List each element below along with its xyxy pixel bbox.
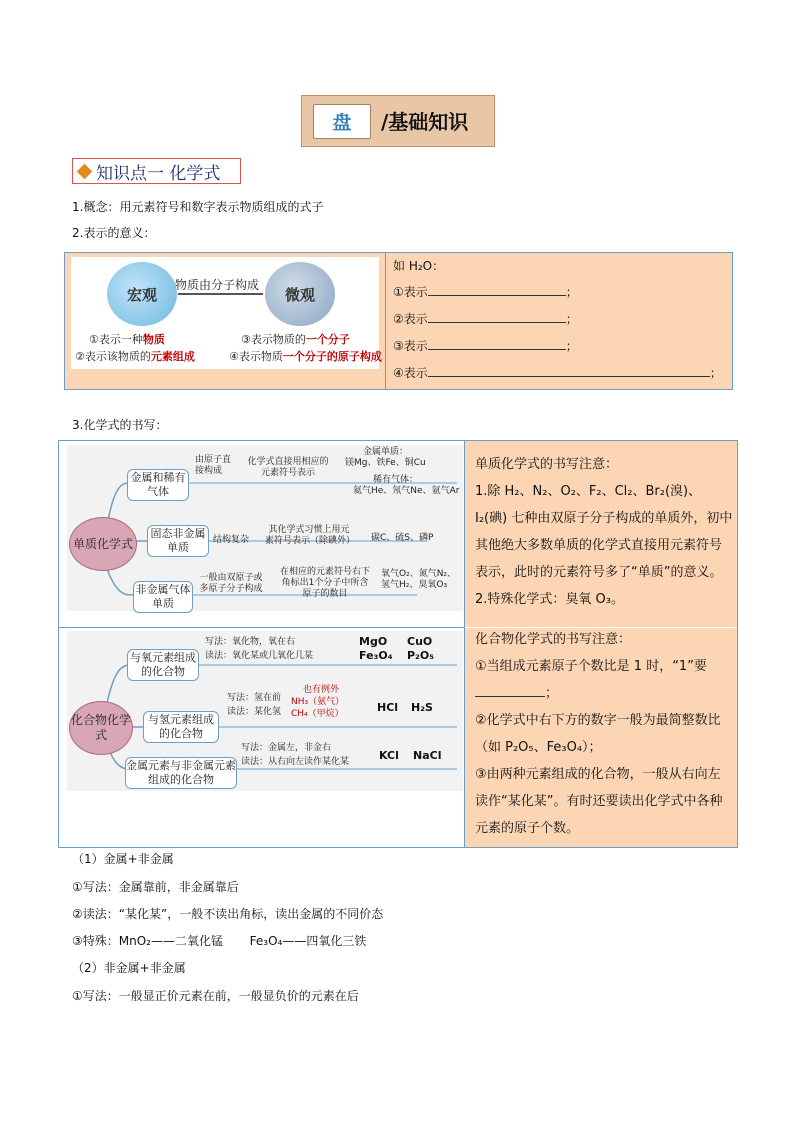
branch1-ex-title2: 稀有气体： bbox=[373, 475, 419, 485]
branch2-desc1: 结构复杂 bbox=[213, 535, 250, 545]
compound-branch-metal-nonmetal: 金属元素与非金属元素组成的化合物 bbox=[125, 757, 237, 789]
body-line-1: （1）金属+非金属 bbox=[72, 852, 174, 866]
arrow-label: 物质由分子构成 bbox=[175, 278, 260, 292]
compound-note-p2: ②化学式中右下方的数字一般为最简整数比（如 P₂O₅、Fe₃O₄）； bbox=[475, 713, 721, 755]
table-horizontal-divider bbox=[59, 627, 464, 628]
compound-note-text bbox=[475, 626, 733, 842]
branch1-ex2: 氦气He、氖气Ne、氩气Ar bbox=[353, 486, 460, 496]
body-line-6: ①写法：一般显正价元素在前，一般显负价的元素在后 bbox=[72, 989, 359, 1003]
macro-item-1: ①表示一种物质 bbox=[89, 333, 165, 346]
compound-note-p1: ①当组成元素原子个数比是 1 时，“1”要 ； bbox=[475, 659, 707, 701]
formula-hcl: HCl bbox=[377, 701, 399, 714]
knowledge-point-heading bbox=[72, 158, 241, 184]
c-branch3-write: 写法：金属左，非金右 bbox=[241, 743, 332, 753]
c-branch2-exc1: NH₃（氨气） bbox=[291, 697, 345, 707]
branch1-desc1: 由原子直接构成 bbox=[195, 455, 232, 476]
formula-h2s: H₂S bbox=[411, 701, 433, 714]
single-branch-solid: 固态非金属单质 bbox=[147, 525, 209, 557]
single-branch-metal: 金属和稀有气体 bbox=[127, 469, 189, 501]
formula-mgo: MgO bbox=[359, 635, 388, 648]
c-branch3-read: 读法：从右向左读作某化某 bbox=[241, 757, 350, 767]
compound-note-p3: ③由两种元素组成的化合物，一般从右向左读作“某化某”。有时还要读出化学式中各种元素的原子个数。 bbox=[475, 767, 723, 836]
micro-item-3: ③表示物质的一个分子 bbox=[241, 333, 350, 346]
branch1-ex1: 镁Mg、铁Fe、铜Cu bbox=[345, 458, 426, 468]
double-arrow bbox=[178, 293, 263, 295]
meaning-table bbox=[64, 252, 733, 390]
single-note-text bbox=[475, 451, 733, 613]
single-branch-gas: 非金属气体单质 bbox=[133, 581, 193, 613]
branch2-desc2: 其化学式习惯上用元素符号表示（除碘外） bbox=[265, 525, 356, 546]
meaning-heading: 2.表示的意义： bbox=[72, 226, 156, 240]
writing-heading: 3.化学式的书写： bbox=[72, 418, 168, 432]
fill-1: ①表示 ； bbox=[393, 285, 578, 299]
compound-note-title: 化合物化学式的书写注意： bbox=[475, 632, 632, 647]
branch1-desc2: 化学式直接用相应的元素符号表示 bbox=[247, 457, 329, 478]
single-note-cell bbox=[465, 441, 737, 627]
c-branch1-read: 读法：氧化某或几氧化几某 bbox=[205, 651, 314, 661]
formula-p2o5: P₂O₅ bbox=[407, 649, 435, 662]
compound-center-node: 化合物化学式 bbox=[69, 701, 133, 755]
writing-table bbox=[58, 440, 738, 848]
compound-branch-oxygen: 与氧元素组成的化合物 bbox=[127, 649, 199, 681]
meaning-diagram bbox=[71, 257, 382, 369]
macro-item-2: ②表示该物质的元素组成 bbox=[75, 350, 195, 363]
branch3-desc2: 在相应的元素符号右下角标出1个分子中所含原子的数目 bbox=[279, 567, 370, 599]
compound-branch-hydrogen: 与氢元素组成的化合物 bbox=[143, 711, 219, 743]
table-divider bbox=[385, 253, 386, 389]
c-branch2-read: 读法：某化氢 bbox=[227, 707, 282, 717]
macro-circle: 宏观 bbox=[107, 262, 177, 326]
single-note-title: 单质化学式的书写注意： bbox=[475, 457, 619, 472]
branch1-ex-title1: 金属单质： bbox=[363, 447, 409, 457]
single-note-p1: 1.除 H₂、N₂、O₂、F₂、Cl₂、Br₂(溴)、I₂(碘) 七种由双原子分子构成的单质外，初中其他绝大多数单质的化学式直接用元素符号表示，此时的元素符号多了“单质”的意义。 bbox=[475, 484, 733, 580]
body-line-3: ②读法：“某化某”，一般不读出角标，读出金属的不同价态 bbox=[72, 907, 384, 921]
fill-3: ③表示 ； bbox=[393, 339, 578, 353]
single-mindmap bbox=[67, 445, 463, 611]
c-branch1-write: 写法：氧化物，氧在右 bbox=[205, 637, 296, 647]
diamond-icon bbox=[77, 163, 93, 179]
branch3-ex: 氧气O₂、氮气N₂、氢气H₂、臭氧O₃ bbox=[381, 569, 457, 590]
branch3-desc1: 一般由双原子或多原子分子构成 bbox=[199, 573, 263, 594]
formula-fe3o4: Fe₃O₄ bbox=[359, 649, 393, 662]
single-note-p2: 2.特殊化学式：臭氧 O₃。 bbox=[475, 592, 624, 607]
c-branch2-write: 写法：氢在前 bbox=[227, 693, 282, 703]
knowledge-point-title: 知识点一 化学式 bbox=[96, 163, 221, 184]
body-line-4: ③特殊：MnO₂——二氧化锰 Fe₃O₄——四氧化三铁 bbox=[72, 934, 367, 948]
fill-4: ④表示 ； bbox=[393, 366, 722, 380]
example-label: 如 H₂O： bbox=[393, 259, 445, 273]
c-branch2-exc2: CH₄（甲烷） bbox=[291, 709, 344, 719]
single-center-node: 单质化学式 bbox=[69, 517, 137, 571]
micro-circle: 微观 bbox=[265, 262, 335, 326]
body-line-2: ①写法：金属靠前，非金属靠后 bbox=[72, 880, 239, 894]
compound-mindmap bbox=[67, 631, 463, 791]
c-branch2-exception: 也有例外 bbox=[303, 685, 340, 695]
banner-box: 盘 bbox=[313, 104, 371, 139]
compound-note-cell bbox=[465, 628, 737, 847]
formula-nacl: NaCl bbox=[413, 749, 442, 762]
fill-2: ②表示 ； bbox=[393, 312, 578, 326]
micro-item-4: ④表示物质一个分子的原子构成 bbox=[229, 350, 382, 363]
banner-title: /基础知识 bbox=[381, 110, 469, 134]
branch2-ex: 碳C、硫S、磷P bbox=[371, 533, 434, 543]
formula-kcl: KCl bbox=[379, 749, 399, 762]
body-line-5: （2）非金属+非金属 bbox=[72, 961, 186, 975]
concept-line: 1.概念：用元素符号和数字表示物质组成的式子 bbox=[72, 200, 324, 214]
formula-cuo: CuO bbox=[407, 635, 433, 648]
